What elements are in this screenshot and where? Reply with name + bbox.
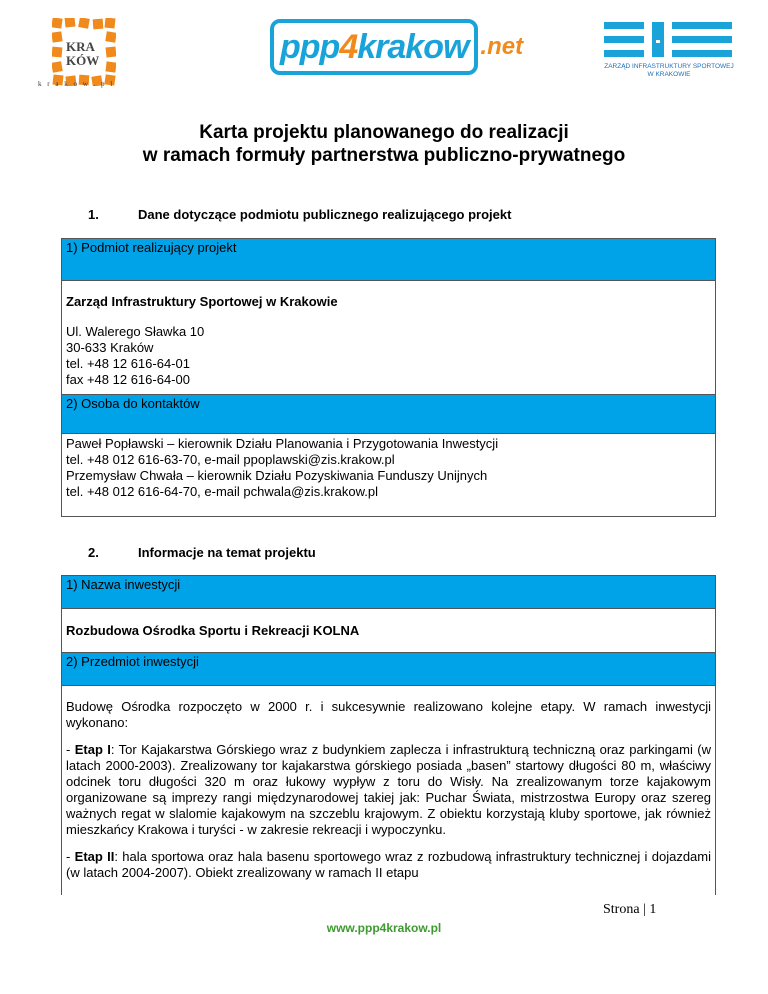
investment-name: Rozbudowa Ośrodka Sportu i Rekreacji KOLNA <box>66 623 360 638</box>
stage-2-prefix: - <box>66 849 75 864</box>
title-line-2: w ramach formuły partnerstwa publiczno-prywatnego <box>142 145 626 166</box>
stage-2-paragraph <box>66 849 711 881</box>
zis-logo-caption <box>594 63 744 79</box>
contact-line: Przemysław Chwała – kierownik Działu Pozyskiwania Funduszy Unijnych <box>66 468 488 483</box>
section-1-number: 1. <box>88 207 99 222</box>
contact-line: tel. +48 012 616-63-70, e-mail ppoplawski@zis.krakow.pl <box>66 452 395 467</box>
zis-logo <box>600 20 740 60</box>
ppp-logo-city: krakow <box>357 28 469 66</box>
krakow-url: k r a k o w . p l <box>38 80 115 88</box>
section-2-title: Informacje na temat projektu <box>138 545 316 560</box>
section-1-table <box>61 238 716 517</box>
section-2-number: 2. <box>88 545 99 560</box>
entity-cell <box>62 281 715 388</box>
subject-header: 2) Przedmiot inwestycji <box>62 652 715 686</box>
subject-cell <box>62 686 715 881</box>
subject-intro: Budowę Ośrodka rozpoczęto w 2000 r. i sukcesywnie realizowano kolejne etapy. W ramach inwestycji wykonano: <box>66 699 711 730</box>
name-header: 1) Nazwa inwestycji <box>62 576 715 609</box>
stage-2-label: Etap II <box>74 849 115 864</box>
ppp-logo-ppp: ppp <box>280 28 340 66</box>
section-2-table <box>61 575 716 895</box>
krakow-logo-word-1: KRA <box>66 39 95 54</box>
krakow-logo-word-2: KÓW <box>66 53 100 68</box>
ppp-logo-four: 4 <box>339 28 358 66</box>
ppp4krakow-logo-box <box>270 19 478 75</box>
contact-cell <box>62 434 715 500</box>
contact-header: 2) Osoba do kontaktów <box>62 394 715 434</box>
address-line: 30-633 Kraków <box>66 340 154 355</box>
section-1-heading <box>88 207 511 222</box>
document-title <box>0 121 768 167</box>
contact-line: Paweł Popławski – kierownik Działu Planowania i Przygotowania Inwestycji <box>66 436 499 451</box>
stage-1-paragraph <box>66 742 711 838</box>
zis-caption-line-1: ZARZĄD INFRASTRUKTURY SPORTOWEJ <box>604 63 734 70</box>
footer-url-link[interactable]: www.ppp4krakow.pl <box>326 921 442 935</box>
section-1-title: Dane dotyczące podmiotu publicznego realizującego projekt <box>138 207 512 222</box>
stage-2-text: : hala sportowa oraz hala basenu sportowego wraz z rozbudową infrastruktury technicznej i dojazdami (w latach 2004-2007). Obiekt zrealizowany w ramach II etapu <box>66 849 711 880</box>
stage-1-prefix: - <box>66 742 75 757</box>
stage-1-text: : Tor Kajakarstwa Górskiego wraz z budynkiem zaplecza i infrastrukturą techniczną oraz parkingami (w latach 2000-2003). Zrealizowany tor kajakarstwa górskiego posiada „basen” startowy długości 80 m, właściwy odcinek toru długości 320 m oraz łukowy wypływ z toru do Wisły. Na zrealizowanym torze kajakowym organizowane są imprezy rangi międzynarodowej takiej jak: Puchar Świata, mistrzostwa Europy oraz szereg ważnych regat w slalomie kajakowym na szczeblu krajowym. Z obiektu korzystają kluby sportowe, jak również mieszkańcy Krakowa i turyści - w zakresie rekreacji i wypoczynku. <box>66 742 711 837</box>
ppp4krakow-logo <box>270 16 523 78</box>
entity-address <box>66 324 711 388</box>
page-number: Strona | 1 <box>603 902 657 917</box>
contact-line: tel. +48 012 616-64-70, e-mail pchwala@zis.krakow.pl <box>66 484 378 499</box>
section-2-heading <box>88 545 316 560</box>
ppp-logo-net: .net <box>480 33 524 60</box>
entity-header: 1) Podmiot realizujący projekt <box>62 239 715 281</box>
title-line-1: Karta projektu planowanego do realizacji <box>199 122 569 143</box>
krakow-city-logo <box>52 18 116 86</box>
logo-bar <box>0 0 768 100</box>
stage-1-label: Etap I <box>74 742 111 757</box>
address-line: tel. +48 12 616-64-01 <box>66 356 190 371</box>
zis-caption-line-2: W KRAKOWIE <box>647 71 691 78</box>
address-line: Ul. Walerego Sławka 10 <box>66 324 205 339</box>
address-line: fax +48 12 616-64-00 <box>66 372 190 387</box>
entity-name: Zarząd Infrastruktury Sportowej w Krakowie <box>66 294 338 309</box>
